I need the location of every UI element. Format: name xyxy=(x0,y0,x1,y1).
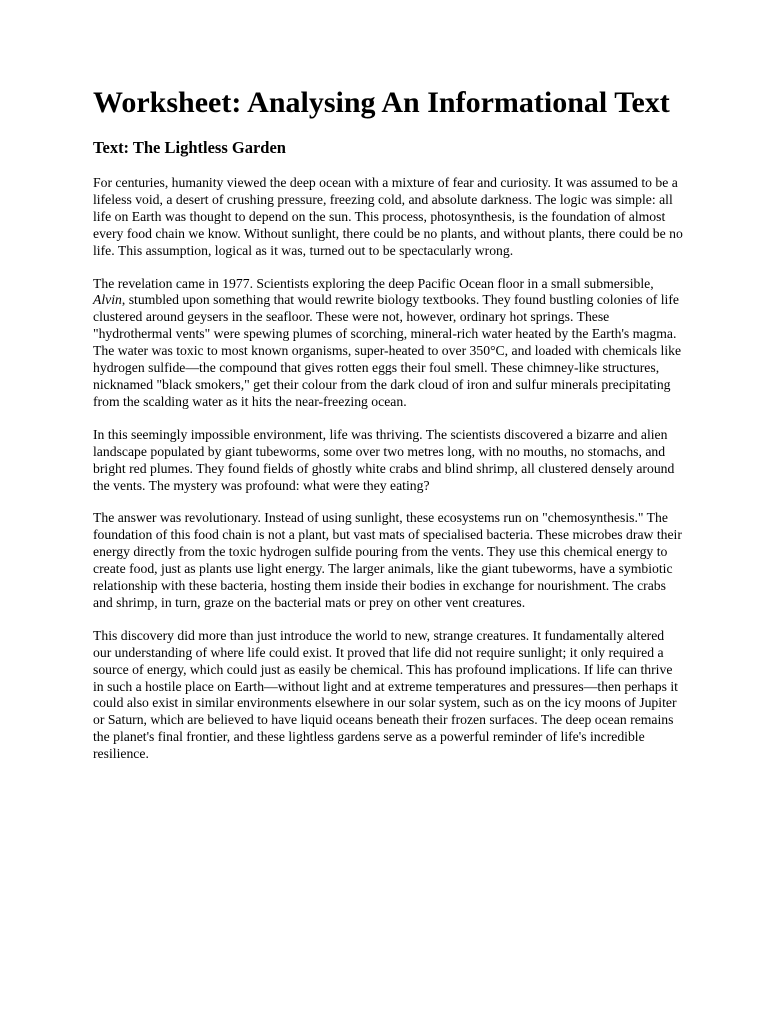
text-subtitle: Text: The Lightless Garden xyxy=(93,138,286,157)
paragraph-4: The answer was revolutionary. Instead of using sunlight, these ecosystems run on "chemosynthesis." The foundation of this food chain is not a plant, but vast mats of specialised bacteria. These microbes draw their energy directly from the toxic hydrogen sulfide pouring from the vents. They use this chemical energy to create food, just as plants use light energy. The larger animals, like the giant tubeworms, have a symbiotic relationship with these bacteria, hosting them inside their bodies in exchange for nourishment. The crabs and shrimp, in turn, graze on the bacterial mats or prey on other vent creatures. xyxy=(93,510,682,610)
paragraph-2 xyxy=(93,276,683,411)
submersible-name: Alvin xyxy=(93,292,122,308)
document-page xyxy=(93,86,683,779)
worksheet-title: Worksheet: Analysing An Informational Text xyxy=(93,86,670,119)
paragraph-1: For centuries, humanity viewed the deep ocean with a mixture of fear and curiosity. It was assumed to be a lifeless void, a desert of crushing pressure, freezing cold, and absolute darkness. The logic was simple: all life on Earth was thought to depend on the sun. This process, photosynthesis, is the foundation of almost every food chain we know. Without sunlight, there could be no plants, and without plants, there could be no life. This assumption, logical as it was, turned out to be spectacularly wrong. xyxy=(93,175,683,258)
paragraph-2-part-1: The revelation came in 1977. Scientists exploring the deep Pacific Ocean floor in a small submersible, xyxy=(93,275,654,291)
paragraph-3: In this seemingly impossible environment, life was thriving. The scientists discovered a bizarre and alien landscape populated by giant tubeworms, some over two metres long, with no mouths, no stomachs, and bright red plumes. They found fields of ghostly white crabs and blind shrimp, all clustered densely around the vents. The mystery was profound: what were they eating? xyxy=(93,426,675,493)
paragraph-2-part-2: , stumbled upon something that would rewrite biology textbooks. They found bustling colonies of life clustered around geysers in the seafloor. These were not, however, ordinary hot springs. These "hydrothermal vents" were spewing plumes of scorching, mineral-rich water heated by the Earth's magma. The water was toxic to most known organisms, super-heated to over 350°C, and loaded with chemicals like hydrogen sulfide—the compound that gives rotten eggs their foul smell. These chimney-like structures, nicknamed "black smokers," get their colour from the dark cloud of iron and sulfur minerals precipitating from the scalding water as it hits the near-freezing ocean. xyxy=(93,292,682,409)
paragraph-5: This discovery did more than just introduce the world to new, strange creatures. It fundamentally altered our understanding of where life could exist. It proved that life did not require sunlight; it only required a source of energy, which could just as easily be chemical. This has profound implications. If life can thrive in such a hostile place on Earth—without light and at extreme temperatures and pressures—then perhaps it could also exist in similar environments elsewhere in our solar system, such as on the icy moons of Jupiter or Saturn, which are believed to have liquid oceans beneath their frozen surfaces. The deep ocean remains the planet's final frontier, and these lightless gardens serve as a powerful reminder of life's incredible resilience. xyxy=(93,627,678,762)
